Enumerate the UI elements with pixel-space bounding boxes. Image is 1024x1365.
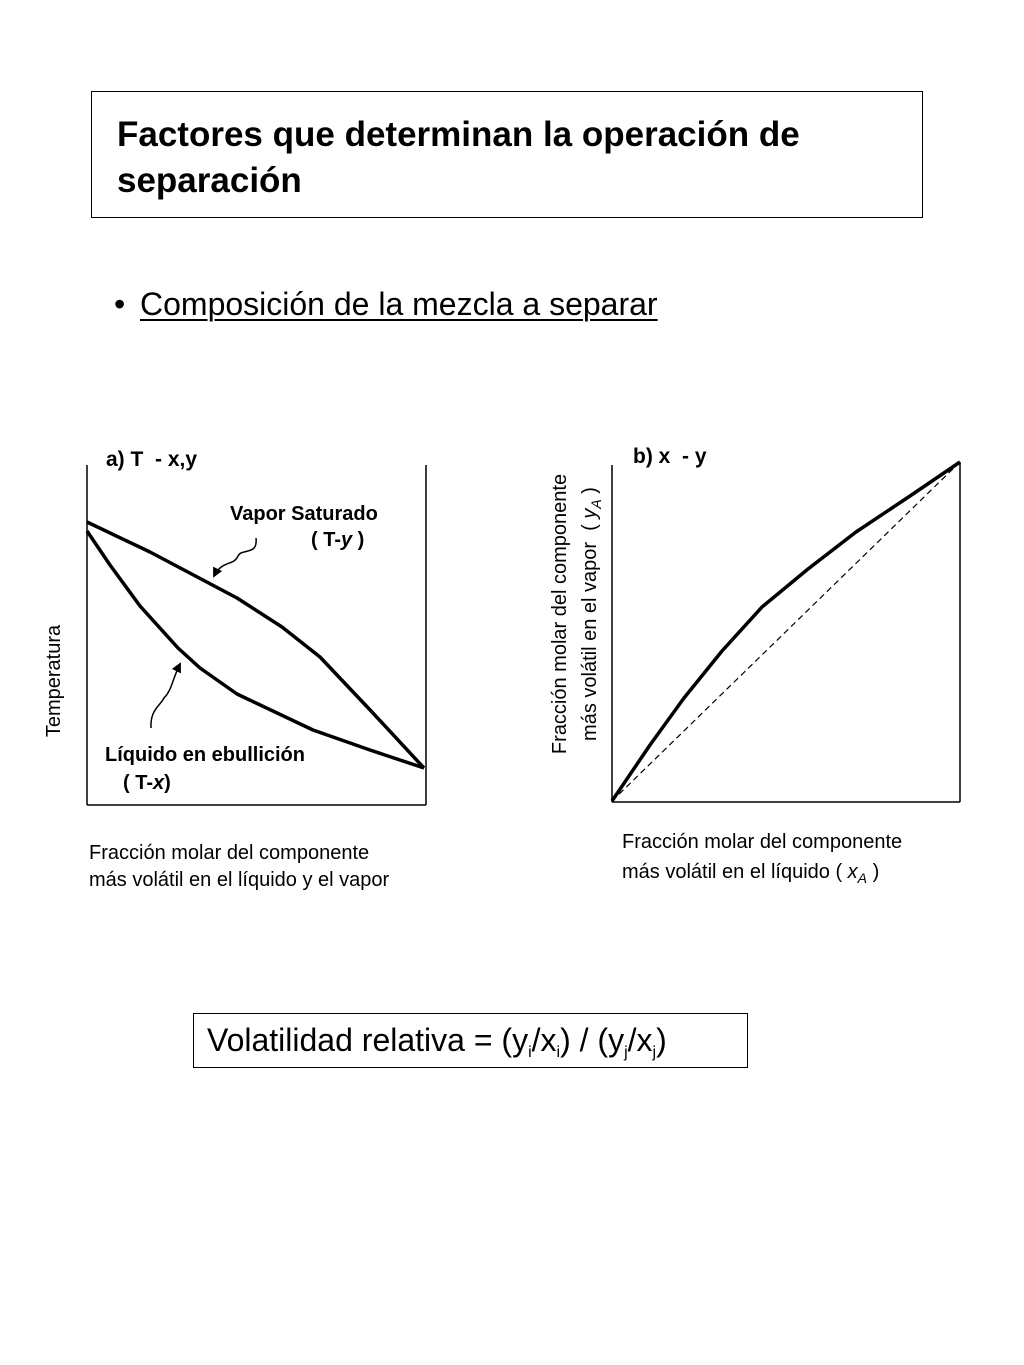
diagram-b-ylabel-line1: Fracción molar del componente	[549, 473, 571, 755]
diagram-a	[43, 448, 426, 891]
diagram-b-xlabel-line1: Fracción molar del componente	[622, 831, 903, 853]
diagonal-reference-line	[612, 462, 960, 801]
vapor-saturado-curve	[87, 522, 424, 768]
formula-box	[193, 1013, 748, 1068]
diagram-a-xlabel-line2: más volátil en el líquido y el vapor	[89, 869, 390, 891]
bullet-text: Composición de la mezcla a separar	[140, 286, 658, 322]
vapor-label-line1: Vapor Saturado	[230, 503, 378, 525]
slide-title: Factores que determinan la operación de separación	[117, 115, 800, 200]
diagram-a-ylabel: Temperatura	[43, 624, 65, 738]
diagram-b-ylabel-line2: más volátil en el vapor ( $y_A$ )	[579, 487, 604, 741]
bullet-symbol: •	[114, 286, 126, 322]
liquid-label-line1: Líquido en ebullición	[105, 744, 305, 766]
diagram-b-xlabel-line2: más volátil en el líquido ( $x_A$ )	[622, 861, 880, 886]
relative-volatility-formula: Volatilidad relativa = $(y_i/x_i) / (y_j/x_j)$	[207, 1022, 667, 1061]
liquido-ebullicion-curve	[87, 531, 424, 768]
vapor-pointer-arrow	[214, 538, 256, 576]
liquid-label-line2: ( T-x)	[123, 772, 171, 794]
diagram-a-label: a) T - x,y	[106, 448, 198, 471]
vapor-label-line2: ( T-y )	[311, 529, 365, 551]
liquid-pointer-arrow	[151, 664, 180, 728]
diagram-b	[549, 445, 960, 886]
diagram-b-label: b) x - y	[633, 445, 707, 468]
diagram-a-xlabel-line1: Fracción molar del componente	[89, 842, 370, 864]
